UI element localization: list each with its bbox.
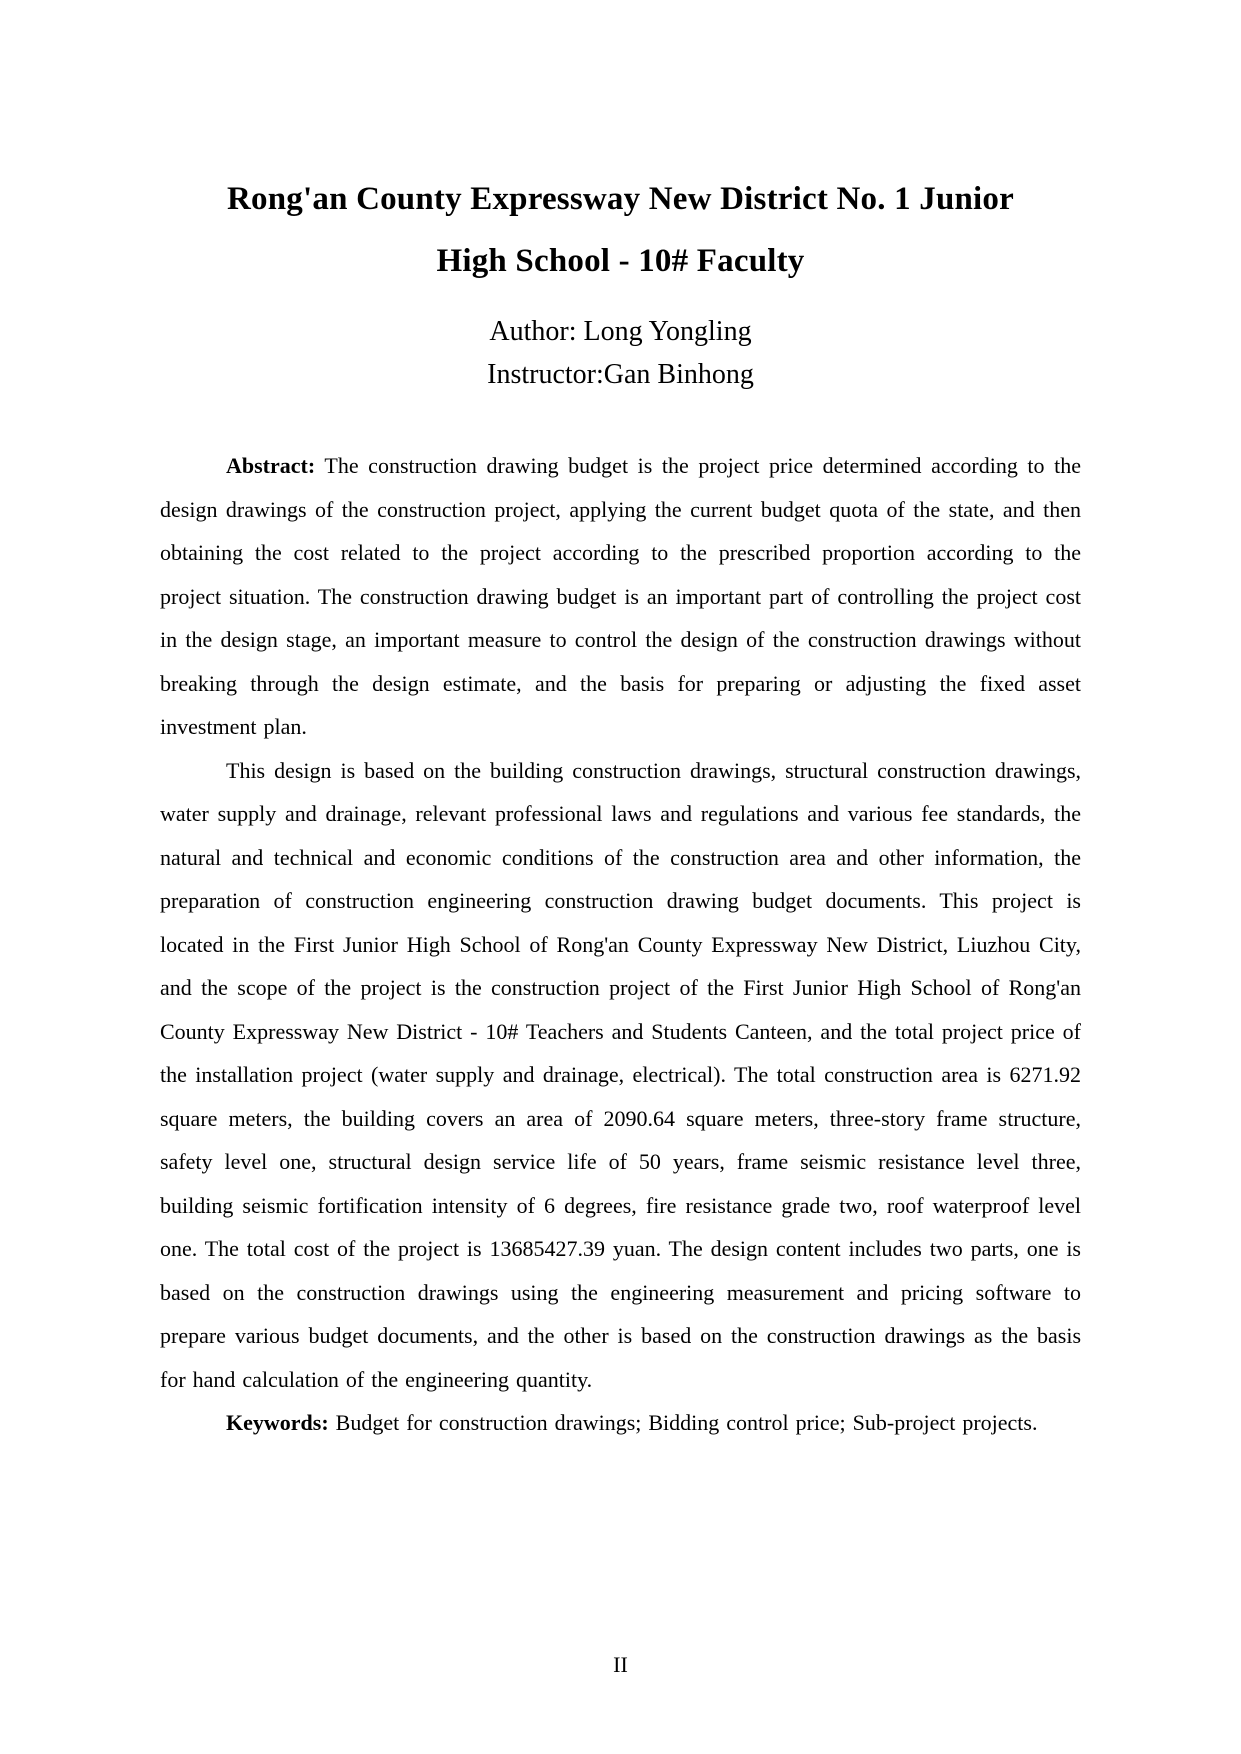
- abstract-paragraph: [160, 444, 1081, 749]
- instructor-line: Instructor:Gan Binhong: [487, 359, 754, 390]
- title-line-1: Rong'an County Expressway New District No. 1 Junior: [227, 181, 1014, 217]
- keywords-label: Keywords:: [226, 1410, 329, 1435]
- page-number: II: [613, 1652, 628, 1677]
- abstract-text: The construction drawing budget is the project price determined according to the design drawings of the construction project, applying the current budget quota of the state, and then obtaining the cost related to the project according to the prescribed proportion according to the project situation. The construction drawing budget is an important part of controlling the project cost in the design stage, an important measure to control the design of the construction drawings without breaking through the design estimate, and the basis for preparing or adjusting the fixed asset investment plan.: [160, 453, 1081, 739]
- title-line-2: High School - 10# Faculty: [436, 243, 805, 279]
- abstract-section: [160, 444, 1081, 1445]
- author-line: Author: Long Yongling: [489, 316, 752, 347]
- byline: [160, 310, 1081, 396]
- keywords-paragraph: [160, 1401, 1081, 1445]
- design-paragraph: This design is based on the building construction drawings, structural construction drawings, water supply and drainage, relevant professional laws and regulations and various fee standards, the natural and technical and economic conditions of the construction area and other information, the preparation of construction engineering construction drawing budget documents. This project is located in the First Junior High School of Rong'an County Expressway New District, Liuzhou City, and the scope of the project is the construction project of the First Junior High School of Rong'an County Expressway New District - 10# Teachers and Students Canteen, and the total project price of the installation project (water supply and drainage, electrical). The total construction area is 6271.92 square meters, the building covers an area of 2090.64 square meters, three-story frame structure, safety level one, structural design service life of 50 years, frame seismic resistance level three, building seismic fortification intensity of 6 degrees, fire resistance grade two, roof waterproof level one. The total cost of the project is 13685427.39 yuan. The design content includes two parts, one is based on the construction drawings using the engineering measurement and pricing software to prepare various budget documents, and the other is based on the construction drawings as the basis for hand calculation of the engineering quantity.: [160, 757, 1081, 1392]
- document-title: [160, 168, 1081, 292]
- keywords-text: Budget for construction drawings; Bidding control price; Sub-project projects.: [328, 1410, 1038, 1435]
- abstract-label: Abstract:: [226, 453, 316, 478]
